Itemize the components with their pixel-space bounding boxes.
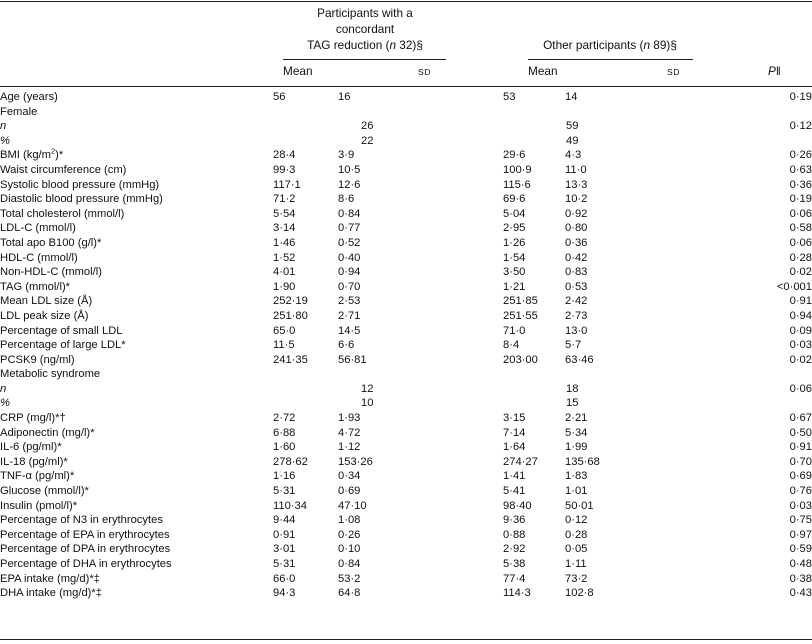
p-value: 0·38 [789, 572, 812, 585]
mean-1: 241·35 [273, 353, 308, 366]
mean-2: 29·6 [503, 149, 526, 162]
p-value: 0·50 [789, 426, 812, 439]
sd-1: 56·81 [338, 353, 367, 366]
mean-2: 98·40 [503, 499, 532, 512]
sd-1: 0·34 [338, 470, 361, 483]
sd-2: 2·42 [565, 295, 588, 308]
table-row [0, 221, 812, 236]
p-value: 0·43 [789, 587, 812, 600]
p-value: 0·09 [789, 324, 812, 337]
p-value [730, 105, 812, 120]
sd-1: 0·69 [338, 485, 361, 498]
mean-1: 5·31 [273, 485, 296, 498]
sub-label: n [0, 120, 7, 133]
col-mean-1: Mean [283, 64, 313, 78]
mean-1: 3·01 [273, 543, 296, 556]
sd-1: 64·8 [338, 587, 361, 600]
sd-2: 14 [565, 91, 578, 103]
row-label: TNF-α (pg/ml)* [0, 470, 75, 483]
mean-2: 69·6 [503, 193, 526, 206]
row-label: Glucose (mmol/l)* [0, 485, 89, 498]
sd-1: 53·2 [338, 572, 361, 585]
table-row [0, 484, 812, 499]
mean-1: 1·90 [273, 280, 296, 293]
sd-1: 0·77 [338, 222, 361, 235]
p-value: 0·19 [789, 91, 812, 103]
mean-2: 115·6 [503, 178, 531, 191]
mean-1: 110·34 [273, 499, 308, 512]
group2-value: 15 [566, 397, 579, 410]
sd-1: 1·12 [338, 441, 361, 454]
table-row [0, 338, 812, 353]
mean-1: 0·91 [273, 528, 296, 541]
p-value: 0·69 [789, 470, 812, 483]
sd-2: 0·83 [565, 266, 588, 279]
sd-1: 1·93 [338, 412, 361, 425]
sd-1: 0·40 [338, 251, 361, 264]
row-label: Diastolic blood pressure (mmHg) [0, 193, 163, 206]
mean-1: 99·3 [273, 163, 296, 176]
sd-1: 47·10 [338, 499, 367, 512]
sd-1: 4·72 [338, 426, 361, 439]
p-value: 0·97 [789, 528, 812, 541]
row-label: Total cholesterol (mmol/l) [0, 207, 125, 220]
p-value: 0·19 [789, 193, 812, 206]
sd-2: 1·01 [565, 485, 588, 498]
row-label: Percentage of N3 in erythrocytes [0, 514, 163, 527]
group1-value: 22 [361, 134, 374, 147]
sd-2: 0·53 [565, 280, 588, 293]
mean-2: 5·38 [503, 558, 526, 570]
mean-2: 1·41 [503, 470, 526, 483]
mean-1: 65·0 [273, 324, 296, 337]
mean-1: 6·88 [273, 426, 296, 439]
sd-1: 0·26 [338, 528, 361, 541]
sd-1: 0·94 [338, 266, 361, 279]
table-row [0, 542, 812, 557]
p-value: 0·03 [789, 339, 812, 352]
table-row [0, 426, 812, 441]
p-value [730, 396, 812, 411]
sd-2: 5·34 [565, 426, 588, 439]
group2-rule [528, 59, 693, 60]
mean-1: 117·1 [273, 178, 301, 191]
table-row [0, 367, 812, 382]
mean-2: 5·04 [503, 207, 526, 220]
sd-2: 11·0 [565, 163, 587, 176]
sd-2: 13·0 [565, 324, 588, 337]
table-row [0, 90, 812, 105]
row-label: HDL-C (mmol/l) [0, 251, 78, 264]
sd-2: 2·73 [565, 309, 588, 322]
row-label: Percentage of large LDL* [0, 339, 126, 352]
table-row [0, 499, 812, 514]
sd-1: 0·10 [338, 543, 361, 556]
sd-1: 12·6 [338, 178, 361, 191]
table-row [0, 192, 812, 207]
top-rule [0, 1, 812, 2]
row-label: EPA intake (mg/d)*‡ [0, 572, 100, 585]
sd-1: 1·08 [338, 514, 361, 527]
table-row [0, 119, 812, 134]
mean-1: 252·19 [273, 295, 308, 308]
mean-2: 251·55 [503, 309, 538, 322]
p-value: 0·02 [789, 266, 812, 279]
row-label: Percentage of DHA in erythrocytes [0, 558, 172, 570]
table-row [0, 411, 812, 426]
table-row [0, 105, 812, 120]
col-sd-1: SD [418, 67, 431, 77]
row-label: DHA intake (mg/d)*‡ [0, 587, 102, 600]
sd-2: 13·3 [565, 178, 588, 191]
group1-value: 12 [361, 382, 374, 395]
group1-line1: Participants with a [317, 6, 413, 20]
group1-value: 26 [361, 120, 374, 133]
mean-1: 94·3 [273, 587, 296, 600]
sd-2: 135·68 [565, 455, 600, 468]
sub-label: % [0, 134, 10, 147]
table-row [0, 528, 812, 543]
mean-1: 4·01 [273, 266, 296, 279]
sd-2: 1·99 [565, 441, 588, 454]
section-label: Female [0, 105, 38, 118]
table-row [0, 294, 812, 309]
table-row [0, 163, 812, 178]
p-value: 0·06 [789, 382, 812, 395]
group1-value: 10 [361, 397, 374, 410]
row-label: Percentage of small LDL [0, 324, 123, 337]
mean-2: 5·41 [503, 485, 526, 498]
row-label: Insulin (pmol/l)* [0, 499, 78, 512]
table-row [0, 557, 812, 572]
sd-2: 50·01 [565, 499, 594, 512]
row-label: IL-6 (pg/ml)* [0, 441, 62, 454]
table-row [0, 455, 812, 470]
sd-2: 0·36 [565, 236, 588, 249]
sd-2: 102·8 [565, 587, 594, 600]
row-label: Waist circumference (cm) [0, 163, 127, 176]
row-label: Total apo B100 (g/l)* [0, 236, 102, 249]
mean-1: 28·4 [273, 149, 296, 162]
sd-1: 0·70 [338, 280, 361, 293]
mean-1: 278·62 [273, 455, 308, 468]
mean-1: 1·46 [273, 236, 296, 249]
mean-1: 66·0 [273, 572, 296, 585]
p-value: 0·70 [789, 455, 812, 468]
row-label: PCSK9 (ng/ml) [0, 353, 75, 366]
mean-2: 1·26 [503, 236, 526, 249]
p-value: 0·91 [789, 441, 812, 454]
row-label: BMI $(kg/m^2)*$ [0, 146, 64, 162]
mean-2: 100·9 [503, 163, 532, 176]
sd-1: 0·52 [338, 236, 361, 249]
table-row [0, 134, 812, 149]
p-value: 0·58 [789, 222, 812, 235]
sd-2: 0·80 [565, 222, 588, 235]
p-value: 0·91 [789, 295, 812, 308]
table-row [0, 513, 812, 528]
table-row [0, 382, 812, 397]
mean-1: 56 [273, 91, 286, 103]
p-value: 0·75 [789, 514, 812, 527]
p-value: <0·001 [776, 280, 812, 293]
table-row [0, 251, 812, 266]
group1-rule [283, 59, 446, 60]
sd-2: 1·83 [565, 470, 588, 483]
sd-2: 5·7 [565, 339, 582, 352]
sd-1: 153·26 [338, 455, 373, 468]
mean-1: 3·14 [273, 222, 296, 235]
table-row [0, 469, 812, 484]
mean-2: 3·50 [503, 266, 526, 279]
row-label: CRP (mg/l)*† [0, 412, 66, 425]
mean-2: 2·95 [503, 222, 526, 235]
group1-line3: TAG reduction (n 32)§ [307, 38, 423, 52]
mean-2: 1·54 [503, 251, 526, 264]
p-value: 0·12 [789, 120, 812, 133]
header-rule [0, 86, 812, 87]
group2-value: 18 [566, 382, 579, 395]
col-p: P‖ [768, 64, 781, 78]
sd-1: 14·5 [338, 324, 361, 337]
row-label: Systolic blood pressure (mmHg) [0, 178, 160, 191]
mean-1: 251·80 [273, 309, 308, 322]
row-label: Percentage of DPA in erythrocytes [0, 543, 171, 556]
p-value [730, 134, 812, 149]
p-value: 0·02 [789, 353, 812, 366]
mean-2: 71·0 [503, 324, 526, 337]
mean-1: 9·44 [273, 514, 296, 527]
p-value: 0·94 [789, 309, 812, 322]
mean-2: 0·88 [503, 528, 526, 541]
sd-1: 0·84 [338, 207, 361, 220]
group2-value: 59 [566, 120, 579, 133]
p-value: 0·67 [789, 412, 812, 425]
group2-header: Other participants (n 89)§ [543, 38, 677, 52]
sd-2: 63·46 [565, 353, 594, 366]
sd-2: 0·42 [565, 251, 588, 264]
table-row [0, 265, 812, 280]
mean-1: 5·31 [273, 558, 296, 570]
p-value: 0·06 [789, 207, 812, 220]
mean-1: 5·54 [273, 207, 296, 220]
p-value: 0·48 [789, 558, 812, 570]
col-sd-2: SD [667, 67, 680, 77]
group1-header [270, 5, 460, 53]
sd-2: 2·21 [565, 412, 588, 425]
mean-1: 1·52 [273, 251, 296, 264]
row-label: Age (years) [0, 91, 58, 103]
row-label: Mean LDL size (Å) [0, 295, 93, 308]
p-value: 0·03 [789, 499, 812, 512]
table-row [0, 440, 812, 455]
mean-2: 1·64 [503, 441, 526, 454]
table-row [0, 572, 812, 587]
mean-2: 9·36 [503, 514, 526, 527]
p-value: 0·36 [789, 178, 812, 191]
row-label: Adiponectin (mg/l)* [0, 426, 95, 439]
sd-2: 0·28 [565, 528, 588, 541]
mean-2: 1·21 [503, 280, 526, 293]
mean-2: 203·00 [503, 353, 538, 366]
mean-2: 77·4 [503, 572, 526, 585]
table-row [0, 178, 812, 193]
sd-1: 2·71 [338, 309, 361, 322]
sd-1: 3·9 [338, 149, 355, 162]
sd-2: 4·3 [565, 149, 582, 162]
sd-2: 0·05 [565, 543, 588, 556]
p-value: 0·06 [789, 236, 812, 249]
mean-2: 8·4 [503, 339, 520, 352]
mean-1: 71·2 [273, 193, 296, 206]
p-value: 0·28 [789, 251, 812, 264]
row-label: TAG (mmol/l)* [0, 280, 71, 293]
row-label: Percentage of EPA in erythrocytes [0, 528, 170, 541]
mean-2: 7·14 [503, 426, 526, 439]
p-value: 0·59 [789, 543, 812, 556]
table-row [0, 236, 812, 251]
sd-1: 0·84 [338, 558, 361, 570]
table-row [0, 309, 812, 324]
mean-2: 2·92 [503, 543, 526, 556]
p-value [730, 367, 812, 382]
table-row [0, 586, 812, 601]
sd-2: 0·92 [565, 207, 588, 220]
mean-2: 114·3 [503, 587, 531, 600]
sd-2: 1·11 [565, 558, 587, 570]
mean-2: 53 [503, 91, 516, 103]
p-value: 0·63 [789, 163, 812, 176]
sd-2: 0·12 [565, 514, 588, 527]
sd-1: 10·5 [338, 163, 361, 176]
table-row [0, 207, 812, 222]
row-label: IL-18 (pg/ml)* [0, 455, 68, 468]
sd-2: 73·2 [565, 572, 588, 585]
group1-line2: concordant [335, 22, 395, 36]
mean-2: 3·15 [503, 412, 526, 425]
table-row [0, 396, 812, 411]
sd-2: 10·2 [565, 193, 588, 206]
sd-1: 8·6 [338, 193, 355, 206]
data-table [0, 90, 812, 601]
p-value: 0·76 [789, 485, 812, 498]
row-label: Non-HDL-C (mmol/l) [0, 266, 102, 279]
table-row [0, 280, 812, 295]
table-row [0, 148, 812, 163]
mean-2: 251·85 [503, 295, 538, 308]
row-label: LDL peak size (Å) [0, 309, 89, 322]
p-value: 0·26 [789, 149, 812, 162]
row-label: LDL-C (mmol/l) [0, 222, 76, 235]
mean-1: 1·16 [273, 470, 296, 483]
mean-1: 11·5 [273, 339, 295, 352]
sd-1: 6·6 [338, 339, 355, 352]
mean-1: 1·60 [273, 441, 296, 454]
section-label: Metabolic syndrome [0, 368, 101, 381]
sub-label: % [0, 397, 10, 410]
sd-1: 16 [338, 91, 351, 103]
sub-label: n [0, 382, 7, 395]
mean-1: 2·72 [273, 412, 296, 425]
col-mean-2: Mean [528, 64, 558, 78]
group2-value: 49 [566, 134, 579, 147]
bottom-rule [0, 639, 812, 640]
sd-1: 2·53 [338, 295, 361, 308]
table-row [0, 324, 812, 339]
table-row [0, 353, 812, 368]
mean-2: 274·27 [503, 455, 538, 468]
